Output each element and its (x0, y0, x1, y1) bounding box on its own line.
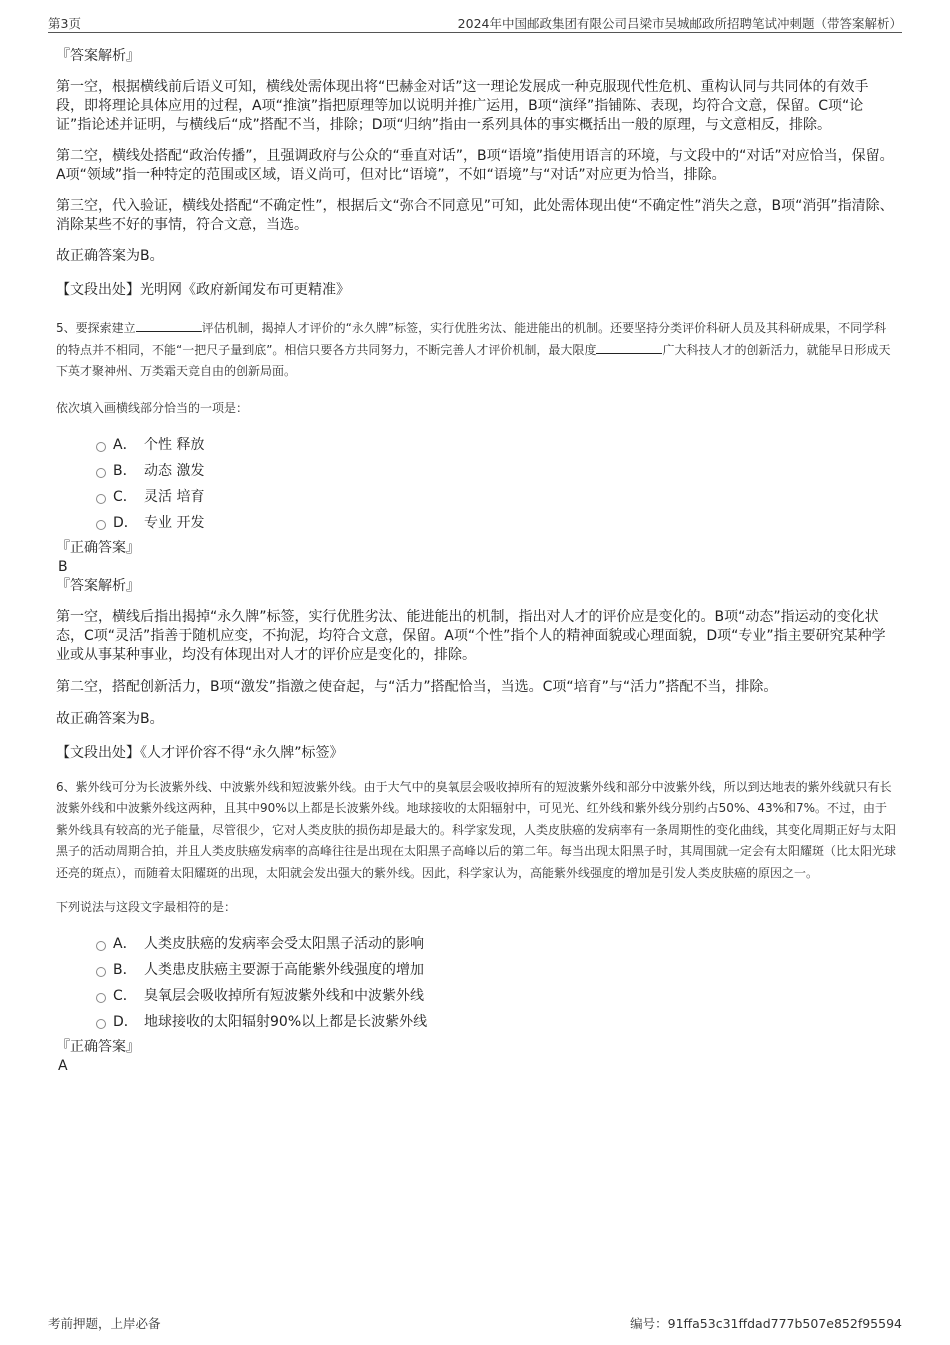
page-header (48, 14, 902, 33)
correct-answer: A (58, 1058, 68, 1074)
fill-blank (136, 319, 202, 332)
radio-button[interactable] (96, 494, 106, 504)
document-id: 编号：91ffa53c31ffdad777b507e852f95594 (630, 1316, 902, 1331)
question-stem: 5、要探索建立 评估机制，揭掉人才评价的“永久牌”标签，实行优胜劣汰、能进能出的机制。还要坚持分类评价科研人员及其科研成果，不同学科的特点并不相同，不能“一把尺子量到底”。相信只要各方共同努力，不断完善人才评价机制，最大限度 广大科技人才的创新活力，就能早日形成天下英才聚神州、万类霜天竞自由的创新局面。 (56, 321, 891, 378)
fill-blank (596, 341, 662, 354)
analysis-paragraph: 第二空，搭配创新活力，B项“激发”指激之使奋起，与“活力”搭配恰当，当选。C项“培育”与“活力”搭配不当，排除。 (56, 678, 778, 695)
option-d[interactable]: D． 地球接收的太阳辐射90%以上都是长波紫外线 (96, 1011, 896, 1037)
answer-label: 『正确答案』 (56, 539, 140, 556)
radio-button[interactable] (96, 967, 106, 977)
option-b[interactable]: B． 动态 激发 (96, 460, 896, 486)
footer-slogan: 考前押题，上岸必备 (48, 1316, 161, 1331)
question-stem: 6、紫外线可分为长波紫外线、中波紫外线和短波紫外线。由于大气中的臭氧层会吸收掉所有的短波紫外线和部分中波紫外线，所以到达地表的紫外线就只有长波紫外线和中波紫外线这两种，且其中90%以上都是长波紫外线。地球接收的太阳辐射中，可见光、红外线和紫外线分别约占50%、43%和7%。不过，由于紫外线具有较高的光子能量，尽管很少，它对人类皮肤的损伤却是最大的。科学家发现，人类皮肤癌的发病率有一条周期性的变化曲线，其变化周期正好与太阳黑子的活动周期合拍，并且人类皮肤癌发病率的高峰往往是出现在太阳黑子高峰以后的第二年。每当出现太阳黑子时，其周围就一定会有太阳耀斑（比太阳光球还亮的斑点），而随着太阳耀斑的出现，太阳就会发出强大的紫外线。因此，科学家认为，高能紫外线强度的增加是引发人类皮肤癌的原因之一。 (56, 779, 897, 880)
question-prompt: 依次填入画横线部分恰当的一项是： (56, 400, 249, 415)
radio-button[interactable] (96, 520, 106, 530)
answer-label: 『正确答案』 (56, 1039, 140, 1055)
source-citation: 【文段出处】光明网《政府新闻发布可更精准》 (56, 282, 350, 298)
question-prompt: 下列说法与这段文字最相符的是： (56, 900, 237, 914)
analysis-paragraph: 第一空，根据横线前后语义可知，横线处需体现出将“巴赫金对话”这一理论发展成一种克服现代性危机、重构认同与共同体的有效手段，即将理论具体应用的过程，A项“推演”指把原理等加以说明并推广运用，B项“演绎”指铺陈、表现，均符合文意，保留。C项“论证”指论述并证明，与横线后“成”搭配不当，排除；D项“归纳”指由一系列具体的事实概括出一般的原理，与文意相反，排除。 (56, 79, 869, 133)
radio-button[interactable] (96, 468, 106, 478)
options-list (56, 933, 896, 1037)
radio-button[interactable] (96, 1019, 106, 1029)
analysis-paragraph: 第三空，代入验证，横线处搭配“不确定性”，根据后文“弥合不同意见”可知，此处需体现出使“不确定性”消失之意，B项“消弭”指清除、消除某些不好的事情，符合文意，当选。 (56, 198, 894, 233)
correct-answer: B (58, 558, 68, 575)
document-title: 2024年中国邮政集团有限公司吕梁市吴城邮政所招聘笔试冲刺题（带答案解析） (457, 16, 902, 31)
conclusion: 故正确答案为B。 (56, 710, 164, 727)
option-c[interactable]: C． 臭氧层会吸收掉所有短波紫外线和中波紫外线 (96, 985, 896, 1011)
page-content (56, 40, 896, 1075)
conclusion: 故正确答案为B。 (56, 248, 164, 264)
radio-button[interactable] (96, 993, 106, 1003)
source-citation: 【文段出处】《人才评价容不得“永久牌”标签》 (56, 744, 344, 761)
option-a[interactable]: A． 个性 释放 (96, 434, 896, 460)
analysis-label: 『答案解析』 (56, 48, 140, 64)
option-d[interactable]: D． 专业 开发 (96, 512, 896, 538)
radio-button[interactable] (96, 941, 106, 951)
analysis-paragraph: 第一空，横线后指出揭掉“永久牌”标签，实行优胜劣汰、能进能出的机制，指出对人才的评价应是变化的。B项“动态”指运动的变化状态，C项“灵活”指善于随机应变，不拘泥，均符合文意，保留。A项“个性”指个人的精神面貌或心理面貌，D项“专业”指主要研究某种学业或从事某种事业，均没有体现出对人才的评价应是变化的，排除。 (56, 608, 886, 663)
page-number: 第3页 (48, 16, 81, 31)
option-a[interactable]: A． 人类皮肤癌的发病率会受太阳黑子活动的影响 (96, 933, 896, 959)
page-footer (48, 1310, 902, 1331)
radio-button[interactable] (96, 442, 106, 452)
analysis-label: 『答案解析』 (56, 577, 140, 594)
option-c[interactable]: C． 灵活 培育 (96, 486, 896, 512)
analysis-paragraph: 第二空，横线处搭配“政治传播”，且强调政府与公众的“垂直对话”，B项“语境”指使用语言的环境，与文段中的“对话”对应恰当，保留。A项“领域”指一种特定的范围或区域，语义尚可，但对比“语境”，不如“语境”与“对话”对应更为恰当，排除。 (56, 148, 894, 183)
option-b[interactable]: B． 人类患皮肤癌主要源于高能紫外线强度的增加 (96, 959, 896, 985)
options-list (56, 434, 896, 538)
